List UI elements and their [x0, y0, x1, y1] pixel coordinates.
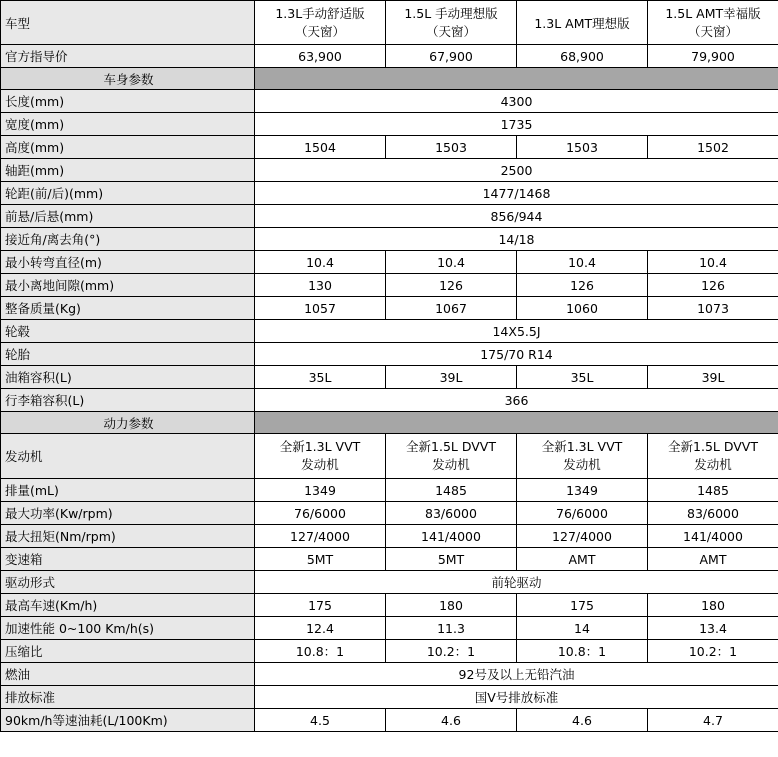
cell-value: 全新1.5L DVVT 发动机 [386, 434, 517, 479]
table-row [1, 594, 778, 617]
row-label: 最小离地间隙(mm) [1, 274, 255, 297]
table-row [1, 228, 778, 251]
row-label: 排放标准 [1, 686, 255, 709]
spec-table-body [1, 1, 778, 732]
cell-value: 5MT [255, 548, 386, 571]
cell-value: 1.3L手动舒适版 （天窗） [255, 1, 386, 45]
cell-value: 130 [255, 274, 386, 297]
cell-value: 39L [386, 366, 517, 389]
cell-value: 127/4000 [255, 525, 386, 548]
row-label: 轴距(mm) [1, 159, 255, 182]
cell-value-shared: 1735 [255, 113, 778, 136]
row-label: 车型 [1, 1, 255, 45]
row-label: 轮距(前/后)(mm) [1, 182, 255, 205]
cell-value: 1502 [648, 136, 778, 159]
cell-value: 1485 [386, 479, 517, 502]
table-row [1, 343, 778, 366]
table-row [1, 274, 778, 297]
cell-value: AMT [517, 548, 648, 571]
table-row [1, 297, 778, 320]
cell-value: 79,900 [648, 45, 778, 68]
cell-value: 1.3L AMT理想版 [517, 1, 648, 45]
cell-value-shared: 4300 [255, 90, 778, 113]
cell-value: 63,900 [255, 45, 386, 68]
cell-value: 1485 [648, 479, 778, 502]
table-row [1, 205, 778, 228]
table-row [1, 686, 778, 709]
cell-value-shared: 1477/1468 [255, 182, 778, 205]
cell-value-shared: 国Ⅴ号排放标准 [255, 686, 778, 709]
table-row [1, 389, 778, 412]
cell-value: 14 [517, 617, 648, 640]
cell-value: 1503 [517, 136, 648, 159]
cell-value: 1067 [386, 297, 517, 320]
table-row [1, 251, 778, 274]
cell-value-shared: 856/944 [255, 205, 778, 228]
row-label: 压缩比 [1, 640, 255, 663]
cell-value: 11.3 [386, 617, 517, 640]
cell-value: 67,900 [386, 45, 517, 68]
cell-value: 127/4000 [517, 525, 648, 548]
cell-value: AMT [648, 548, 778, 571]
cell-value: 83/6000 [648, 502, 778, 525]
row-label: 行李箱容积(L) [1, 389, 255, 412]
cell-value: 1349 [517, 479, 648, 502]
section-title: 车身参数 [1, 68, 255, 90]
cell-value-shared: 175/70 R14 [255, 343, 778, 366]
cell-value: 5MT [386, 548, 517, 571]
row-label: 长度(mm) [1, 90, 255, 113]
row-label: 整备质量(Kg) [1, 297, 255, 320]
table-row [1, 159, 778, 182]
header-row [1, 1, 778, 45]
cell-value: 全新1.3L VVT 发动机 [255, 434, 386, 479]
price-row [1, 45, 778, 68]
table-row [1, 366, 778, 389]
cell-value-shared: 前轮驱动 [255, 571, 778, 594]
table-row [1, 571, 778, 594]
row-label: 最大扭矩(Nm/rpm) [1, 525, 255, 548]
cell-value-shared: 14X5.5J [255, 320, 778, 343]
cell-value: 10.4 [517, 251, 648, 274]
row-label: 排量(mL) [1, 479, 255, 502]
cell-value: 1073 [648, 297, 778, 320]
section-power [1, 412, 778, 434]
cell-value: 13.4 [648, 617, 778, 640]
table-row [1, 320, 778, 343]
row-label: 最大功率(Kw/rpm) [1, 502, 255, 525]
cell-value: 10.2：1 [648, 640, 778, 663]
cell-value: 10.2：1 [386, 640, 517, 663]
cell-value-shared: 366 [255, 389, 778, 412]
cell-value: 1349 [255, 479, 386, 502]
row-label: 高度(mm) [1, 136, 255, 159]
cell-value: 1060 [517, 297, 648, 320]
table-row [1, 548, 778, 571]
row-label: 最高车速(Km/h) [1, 594, 255, 617]
row-label: 90km/h等速油耗(L/100Km) [1, 709, 255, 732]
row-label: 燃油 [1, 663, 255, 686]
cell-value: 10.8：1 [255, 640, 386, 663]
cell-value: 175 [517, 594, 648, 617]
table-row [1, 479, 778, 502]
row-label: 油箱容积(L) [1, 366, 255, 389]
cell-value: 10.4 [255, 251, 386, 274]
table-row [1, 663, 778, 686]
cell-value: 4.6 [386, 709, 517, 732]
cell-value: 4.6 [517, 709, 648, 732]
cell-value: 1057 [255, 297, 386, 320]
cell-value: 12.4 [255, 617, 386, 640]
cell-value: 10.4 [386, 251, 517, 274]
cell-value: 83/6000 [386, 502, 517, 525]
cell-value: 126 [648, 274, 778, 297]
table-row [1, 617, 778, 640]
table-row [1, 113, 778, 136]
row-label: 发动机 [1, 434, 255, 479]
cell-value: 4.5 [255, 709, 386, 732]
cell-value: 141/4000 [648, 525, 778, 548]
cell-value: 180 [648, 594, 778, 617]
cell-value-shared: 92号及以上无铅汽油 [255, 663, 778, 686]
cell-value: 35L [517, 366, 648, 389]
cell-value: 39L [648, 366, 778, 389]
cell-value: 126 [517, 274, 648, 297]
cell-value: 全新1.3L VVT 发动机 [517, 434, 648, 479]
section-fill [255, 68, 778, 90]
cell-value: 76/6000 [255, 502, 386, 525]
table-row [1, 136, 778, 159]
section-body [1, 68, 778, 90]
cell-value: 35L [255, 366, 386, 389]
cell-value: 1.5L 手动理想版 （天窗） [386, 1, 517, 45]
cell-value: 180 [386, 594, 517, 617]
row-label: 接近角/离去角(°) [1, 228, 255, 251]
cell-value: 10.4 [648, 251, 778, 274]
row-label: 前悬/后悬(mm) [1, 205, 255, 228]
table-row [1, 182, 778, 205]
cell-value: 76/6000 [517, 502, 648, 525]
cell-value: 1.5L AMT幸福版 （天窗） [648, 1, 778, 45]
row-label: 最小转弯直径(m) [1, 251, 255, 274]
table-row [1, 90, 778, 113]
cell-value-shared: 14/18 [255, 228, 778, 251]
cell-value: 126 [386, 274, 517, 297]
table-row [1, 525, 778, 548]
row-label: 轮毂 [1, 320, 255, 343]
cell-value: 1504 [255, 136, 386, 159]
row-label: 宽度(mm) [1, 113, 255, 136]
cell-value: 10.8：1 [517, 640, 648, 663]
cell-value: 4.7 [648, 709, 778, 732]
section-fill [255, 412, 778, 434]
table-row [1, 640, 778, 663]
row-label: 变速箱 [1, 548, 255, 571]
table-row [1, 434, 778, 479]
section-title: 动力参数 [1, 412, 255, 434]
row-label: 官方指导价 [1, 45, 255, 68]
table-row [1, 709, 778, 732]
row-label: 轮胎 [1, 343, 255, 366]
cell-value: 68,900 [517, 45, 648, 68]
cell-value: 全新1.5L DVVT 发动机 [648, 434, 778, 479]
cell-value: 141/4000 [386, 525, 517, 548]
cell-value: 175 [255, 594, 386, 617]
table-row [1, 502, 778, 525]
row-label: 驱动形式 [1, 571, 255, 594]
cell-value-shared: 2500 [255, 159, 778, 182]
cell-value: 1503 [386, 136, 517, 159]
row-label: 加速性能 0~100 Km/h(s) [1, 617, 255, 640]
